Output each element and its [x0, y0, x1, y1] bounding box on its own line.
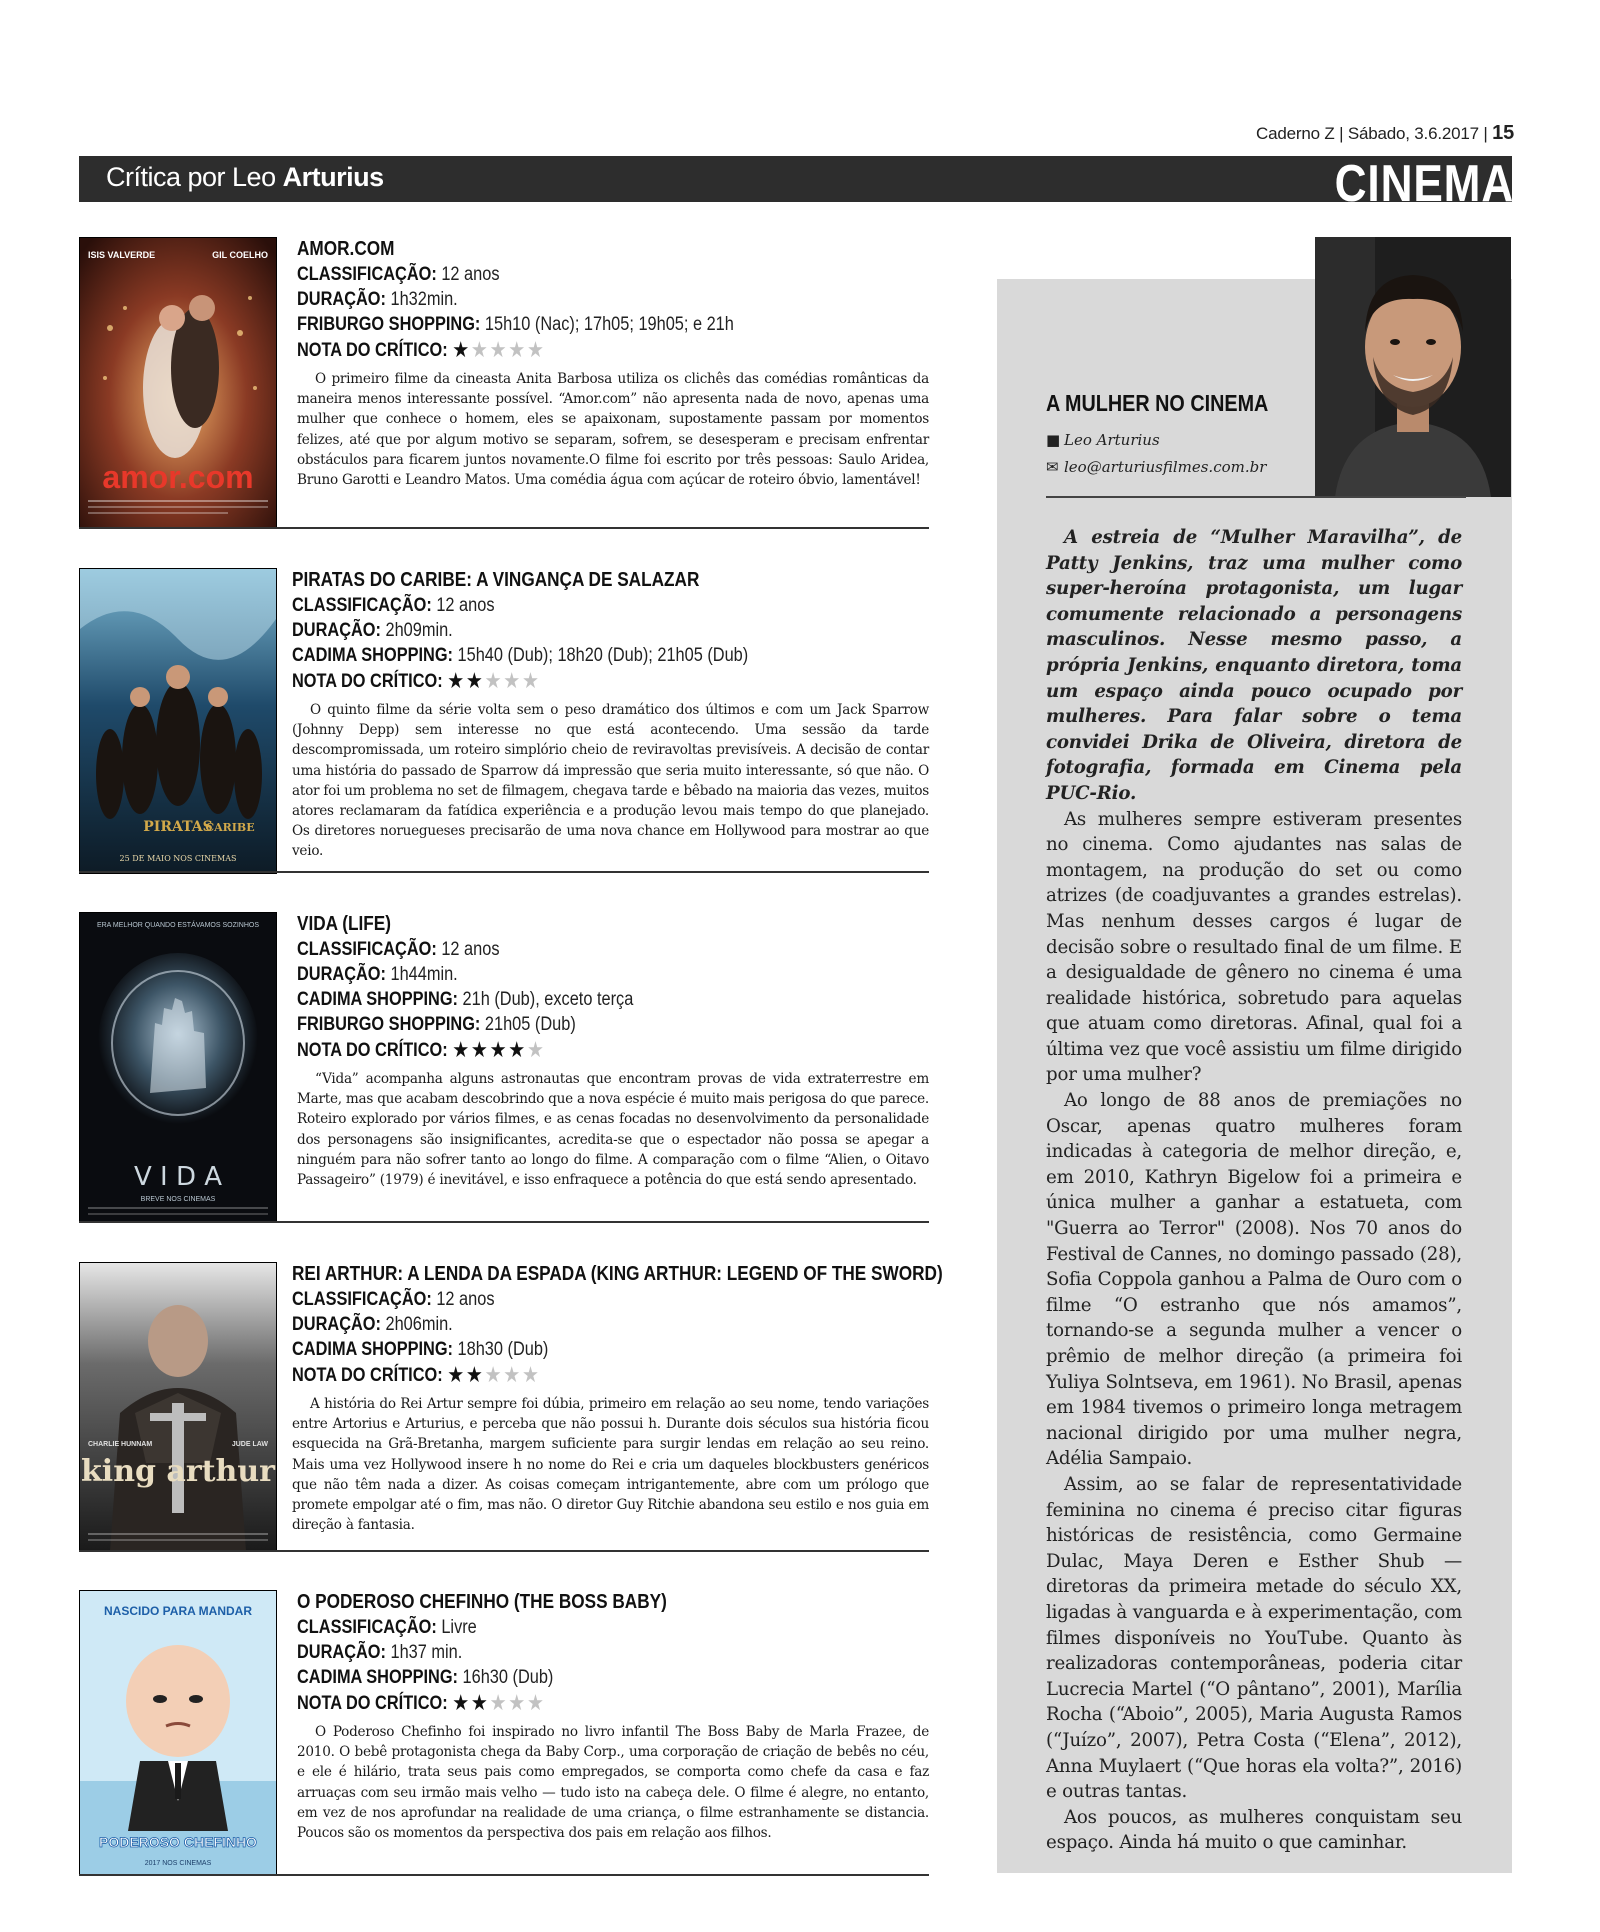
rating-class [292, 1287, 840, 1312]
star-filled-icon: ★ [447, 1362, 466, 1387]
poster-image [80, 1263, 276, 1551]
critic-rating [297, 1690, 841, 1716]
review-vida-life [79, 912, 929, 1223]
author-photo [1315, 237, 1511, 497]
divider [79, 1550, 929, 1552]
sidebar-author-name: Leo Arturius [1064, 431, 1160, 449]
poster-title: amor.com [102, 459, 254, 495]
review-info [292, 1262, 943, 1535]
review-text: “Vida” acompanha alguns astronautas que encontram provas de vida extraterrestre em Marte, mas que acabam descobrindo que a nova espécie é muito mais perigosa do que parece. Roteiro explorado por vários filmes, e as cenas focadas no desenvolvimento da personalidade dos personagens são insignificantes, acredita-se que o espectador não possa se apegar a ninguém para não sofrer tanto ao longo do filme. A comparação com o filme “Alien, o Oitavo Passageiro” (1979) é inevitável, e isso enfraquece a potência do que está sendo apresentado. [297, 1071, 929, 1189]
session-times: 16h30 (Dub) [462, 1667, 554, 1688]
session-times: 21h05 (Dub) [484, 1014, 576, 1035]
label-nota: NOTA DO CRÍTICO: [292, 1365, 443, 1386]
star-empty-icon: ★ [503, 1362, 522, 1387]
session-cinema: FRIBURGO SHOPPING: [297, 314, 481, 335]
poster-title: king arthur [81, 1454, 275, 1489]
poster-tagline: ERA MELHOR QUANDO ESTÁVAMOS SOZINHOS [96, 922, 260, 929]
label-classificacao: CLASSIFICAÇÃO: [292, 1289, 432, 1310]
sidebar-author [1046, 431, 1160, 449]
sidebar-divider [1046, 496, 1466, 498]
movie-poster [79, 1590, 277, 1876]
critic-rating [297, 337, 841, 363]
rating-class [297, 937, 841, 962]
movie-title: REI ARTHUR: A LENDA DA ESPADA (KING ARTHUR: LEGEND OF THE SWORD) [292, 1263, 943, 1285]
sidebar-paragraph: Aos poucos, as mulheres conquistam seu espaço. Ainda há muito o que caminhar. [1046, 1806, 1462, 1854]
label-classificacao: CLASSIFICAÇÃO: [297, 939, 437, 960]
sidebar-title: A MULHER NO CINEMA [1046, 390, 1269, 416]
star-filled-icon: ★ [452, 1037, 471, 1062]
poster-image [80, 238, 276, 528]
poster-credit-right: GIL COELHO [212, 250, 268, 260]
star-empty-icon: ★ [526, 1690, 546, 1715]
review-info [297, 1590, 929, 1843]
review-info [297, 237, 929, 490]
session [297, 1012, 841, 1037]
star-empty-icon: ★ [470, 337, 490, 362]
label-duracao: DURAÇÃO: [297, 1642, 386, 1663]
review-o-poderoso-chefinho [79, 1590, 929, 1876]
poster-title-right: CARIBE [205, 821, 255, 834]
star-empty-icon: ★ [508, 1690, 527, 1715]
duration [297, 287, 841, 312]
value-duracao: 1h37 min. [390, 1642, 463, 1663]
star-rating [447, 668, 540, 693]
movie-title: O PODEROSO CHEFINHO (THE BOSS BABY) [297, 1591, 667, 1613]
critic-rating [292, 1362, 840, 1388]
poster-tagline: 25 DE MAIO NOS CINEMAS [119, 854, 237, 863]
page-folio [1256, 122, 1514, 145]
session [297, 312, 841, 337]
critic-rating [292, 668, 840, 694]
sidebar-paragraph: As mulheres sempre estiveram presentes no cinema. Como ajudantes nas salas de montagem, na produção do set ou como atrizes (de coadjuvantes a grandes estrelas). Mas nenhum desses cargos é lugar de decisão sobre o resultado final de um filme. E a desigualdade de gênero no cinema é uma realidade histórica, sobretudo para aquelas que atuam como diretoras. Afinal, qual foi a última vez que você assistiu um filme dirigido por uma mulher? [1046, 808, 1462, 1086]
movie-title: VIDA (LIFE) [297, 913, 391, 935]
label-duracao: DURAÇÃO: [292, 620, 381, 641]
review-amor-com [79, 237, 929, 529]
value-classificacao: 12 anos [436, 1289, 495, 1310]
byline-name: Arturius [282, 162, 384, 192]
movie-title: PIRATAS DO CARIBE: A VINGANÇA DE SALAZAR [292, 569, 700, 591]
movie-poster [79, 568, 277, 874]
star-filled-icon: ★ [465, 668, 485, 693]
poster-image [80, 569, 276, 873]
duration [292, 618, 840, 643]
movie-poster [79, 912, 277, 1223]
poster-credit-left: ISIS VALVERDE [88, 250, 156, 260]
value-classificacao: 12 anos [441, 264, 500, 285]
session-times: 15h40 (Dub); 18h20 (Dub); 21h05 (Dub) [457, 645, 749, 666]
review-text: O quinto filme da série volta sem o peso dramático dos últimos e com um Jack Sparrow (Johnny Depp) sem interesse no que está acontecendo. Uma sessão da tarde descompromissada, um roteiro simplório cheio de reviravoltas previsíveis. A decisão de contar uma história do passado de Sparrow dá impressão que seria muito interessante, só que não. O ator foi um problema no set de filmagem, chegava tarde e bêbado na maioria das vezes, muitos atores reclamaram da fatídica experiência e a produção levou mais tempo do que planejado. Os diretores noruegueses precisarão de uma nova chance em Hollywood para mostrar ao que veio. [292, 702, 929, 860]
movie-poster [79, 237, 277, 529]
star-rating [447, 1362, 540, 1387]
envelope-icon: ✉ [1046, 458, 1059, 476]
divider [79, 1874, 929, 1876]
value-classificacao: 12 anos [436, 595, 495, 616]
star-filled-icon: ★ [447, 668, 466, 693]
star-filled-icon: ★ [465, 1362, 485, 1387]
label-nota: NOTA DO CRÍTICO: [297, 1693, 448, 1714]
value-duracao: 1h32min. [390, 289, 458, 310]
label-classificacao: CLASSIFICAÇÃO: [297, 264, 437, 285]
session-cinema: CADIMA SHOPPING: [297, 1667, 458, 1688]
value-classificacao: 12 anos [441, 939, 500, 960]
star-empty-icon: ★ [526, 1037, 546, 1062]
label-classificacao: CLASSIFICAÇÃO: [292, 595, 432, 616]
movie-title: AMOR.COM [297, 238, 395, 260]
review-piratas-do-caribe [79, 568, 929, 873]
byline-prefix: Crítica por Leo [106, 162, 276, 192]
star-filled-icon: ★ [489, 1037, 509, 1062]
rating-class [292, 593, 840, 618]
star-empty-icon: ★ [521, 1362, 541, 1387]
review-text: A história do Rei Artur sempre foi dúbia, primeiro em relação ao seu nome, tendo variações entre Artorius e Arturius, e perceba que não possui h. Durante dois séculos sua história ficou esquecida na Grã-Bretanha, margem suficiente para surgir lendas em relação ao seu reino. Mais uma vez Hollywood insere h no nome do Rei e cria um daqueles blockbusters genéricos que não têm nada a dizer. As coisas começam intrigantemente, abre com um prólogo que promete empolgar até o fim, mas não. O diretor Guy Ritchie abandona seu estilo e nos guia em direção à fantasia. [292, 1396, 929, 1534]
star-filled-icon: ★ [470, 1690, 490, 1715]
review-text: O Poderoso Chefinho foi inspirado no livro infantil The Boss Baby de Marla Frazee, de 2010. O bebê protagonista chega da Baby Corp., uma corporação de criação de bebês no céu, e ele é hilário, trata seus pais como empregados, se comporta como chefe da casa e faz arruaças com seu irmão mais velho — tudo isto na cabeça dele. O filme é alegre, no entanto, em vez de nos aprofundar na realidade de uma criança, o filme estranhamente se distancia. Poucos são os momentos da perspectiva dos pais em relação aos filhos. [297, 1724, 929, 1842]
label-duracao: DURAÇÃO: [297, 289, 386, 310]
page-number: 15 [1492, 122, 1514, 144]
sidebar-email-address[interactable]: leo@arturiusfilmes.com.br [1064, 458, 1267, 476]
session [292, 1337, 840, 1362]
poster-credit-right: JUDE LAW [231, 1441, 268, 1448]
section-title-text: CINEMA [1334, 156, 1514, 202]
session-cinema: CADIMA SHOPPING: [297, 989, 458, 1010]
rating-class [297, 1615, 841, 1640]
session [297, 987, 841, 1012]
poster-image [80, 913, 276, 1222]
divider [79, 527, 929, 529]
session-times: 18h30 (Dub) [457, 1339, 549, 1360]
label-duracao: DURAÇÃO: [297, 964, 386, 985]
star-empty-icon: ★ [508, 337, 527, 362]
session [297, 1665, 841, 1690]
session-cinema: CADIMA SHOPPING: [292, 645, 453, 666]
value-classificacao: Livre [441, 1617, 477, 1638]
sidebar-article [1046, 525, 1462, 1856]
star-rating [452, 1690, 545, 1715]
star-empty-icon: ★ [526, 337, 546, 362]
star-filled-icon: ★ [470, 1037, 490, 1062]
review-info [297, 912, 929, 1190]
star-empty-icon: ★ [503, 668, 522, 693]
section-title [1303, 156, 1514, 202]
label-nota: NOTA DO CRÍTICO: [297, 340, 448, 361]
review-info [292, 568, 929, 862]
folio-text: Caderno Z | Sábado, 3.6.2017 | [1256, 124, 1488, 143]
star-empty-icon: ★ [484, 668, 504, 693]
sidebar-lead: A estreia de “Mulher Maravilha”, de Patty Jenkins, traz uma mulher como super-heroína protagonista, um lugar comumente relacionado a personagens masculinos. Nesse mesmo passo, a própria Jenkins, enquanto diretora, toma um espaço ainda pouco ocupado por mulheres. Para falar sobre o tema convidei Drika de Oliveira, diretora de fotografia, formada em Cinema pela PUC-Rio. [1046, 527, 1462, 804]
value-duracao: 1h44min. [390, 964, 458, 985]
poster-image [80, 1591, 276, 1875]
poster-tagline: NASCIDO PARA MANDAR [104, 1604, 252, 1618]
session-times: 21h (Dub), exceto terça [462, 989, 634, 1010]
star-empty-icon: ★ [489, 1690, 509, 1715]
label-classificacao: CLASSIFICAÇÃO: [297, 1617, 437, 1638]
divider [79, 871, 929, 873]
star-empty-icon: ★ [484, 1362, 504, 1387]
poster-title: V I D A [133, 1162, 223, 1192]
movie-poster [79, 1262, 277, 1552]
label-duracao: DURAÇÃO: [292, 1314, 381, 1335]
byline [106, 162, 384, 193]
session-cinema: CADIMA SHOPPING: [292, 1339, 453, 1360]
sidebar-email [1046, 458, 1266, 476]
session-times: 15h10 (Nac); 17h05; 19h05; e 21h [484, 314, 734, 335]
poster-release: BREVE NOS CINEMAS [140, 1196, 216, 1203]
sidebar-paragraph: Assim, ao se falar de representatividade feminina no cinema é preciso citar figuras históricas de resistência, como Germaine Dulac, Maya Deren e Esther Shub — diretoras da primeira metade do século XX, ligadas à vanguarda e à experimentação, com filmes disponíveis no YouTube. Quanto às realizadoras contemporâneas, poderia citar Lucrecia Martel (“O pântano”, 2001), Marília Rocha (“Aboio”, 2005), Maria Augusta Ramos (“Juízo”, 2007), Petra Costa (“Elena”, 2012), Anna Muylaert (“Que horas ela volta?”, 2016) e outras tantas. [1046, 1473, 1462, 1803]
square-bullet-icon: ■ [1046, 431, 1061, 449]
sidebar-paragraph: Ao longo de 88 anos de premiações no Oscar, apenas quatro mulheres foram indicadas à categoria de melhor direção, e, em 2010, Kathryn Bigelow foi a primeira e única mulher a ganhar a estatueta, com "Guerra ao Terror" (2008). Nos 70 anos do Festival de Cannes, no domingo passado (28), Sofia Coppola ganhou a Palma de Ouro com o filme “O estranho que nós amamos”, tornando-se a segunda mulher a vencer o prêmio de melhor direção (a primeira foi Yuliya Solntseva, em 1961). No Brasil, apenas em 1984 tivemos o primeiro longa metragem nacional dirigido por uma mulher negra, Adélia Sampaio. [1046, 1090, 1462, 1470]
star-rating [452, 337, 545, 362]
value-duracao: 2h09min. [385, 620, 453, 641]
label-nota: NOTA DO CRÍTICO: [297, 1040, 448, 1061]
star-empty-icon: ★ [489, 337, 509, 362]
poster-credit-left: CHARLIE HUNNAM [88, 1441, 153, 1448]
value-duracao: 2h06min. [385, 1314, 453, 1335]
session-cinema: FRIBURGO SHOPPING: [297, 1014, 481, 1035]
star-filled-icon: ★ [452, 1690, 471, 1715]
review-rei-arthur [79, 1262, 943, 1552]
star-empty-icon: ★ [521, 668, 541, 693]
poster-release: 2017 NOS CINEMAS [144, 1860, 212, 1867]
critic-rating [297, 1037, 841, 1063]
poster-title-left: PIRATAS [143, 819, 213, 835]
star-rating [452, 1037, 545, 1062]
label-nota: NOTA DO CRÍTICO: [292, 671, 443, 692]
duration [297, 962, 841, 987]
duration [297, 1640, 841, 1665]
review-text: O primeiro filme da cineasta Anita Barbosa utiliza os clichês das comédias românticas da maneira menos interessante possível. “Amor.com” não apresenta nada de novo, apenas uma mulher que conhece o homem, eles se apaixonam, supostamente passam por momentos felizes, até que por algum motivo se separam, sofrem, se desesperam e precisam enfrentar obstáculos para ficarem juntos novamente.O filme foi escrito por três pessoas: Saulo Aridea, Bruno Garotti e Leandro Matos. Uma comédia água com açúcar de roteiro óbvio, lamentável! [297, 371, 929, 489]
author-photo-image [1315, 237, 1511, 497]
session [292, 643, 840, 668]
duration [292, 1312, 840, 1337]
poster-title: PODEROSO CHEFINHO [99, 1834, 257, 1850]
divider [79, 1221, 929, 1223]
star-filled-icon: ★ [452, 337, 471, 362]
star-filled-icon: ★ [508, 1037, 527, 1062]
rating-class [297, 262, 841, 287]
